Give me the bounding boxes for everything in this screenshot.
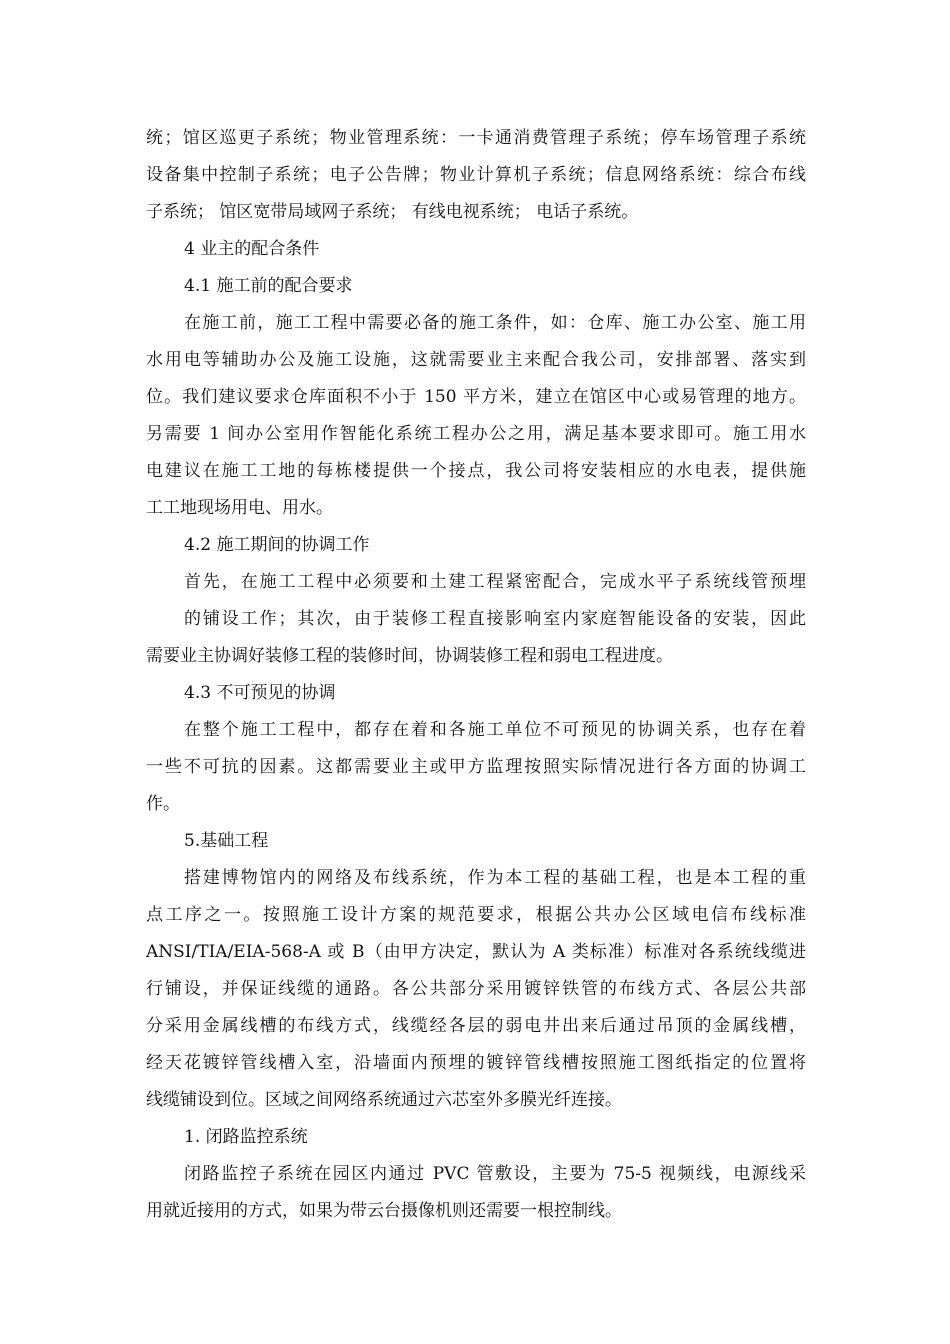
section-heading: 4 业主的配合条件 (184, 239, 320, 259)
paragraph-line: 分采用金属线槽的布线方式，线缆经各层的弱电井出来后通过吊顶的金属线槽， (146, 1016, 806, 1036)
paragraph-line: 工工地现场用电、用水。 (146, 498, 333, 518)
paragraph-line: 在施工前，施工工程中需要必备的施工条件，如：仓库、施工办公室、施工用 (184, 313, 806, 333)
paragraph-line: 需要业主协调好装修工程的装修时间，协调装修工程和弱电工程进度。 (146, 646, 673, 666)
paragraph-line: 子系统； 馆区宽带局域网子系统； 有线电视系统； 电话子系统。 (146, 202, 639, 222)
paragraph-line: 水用电等辅助办公及施工设施，这就需要业主来配合我公司，安排部署、落实到 (146, 350, 806, 370)
paragraph-line: 搭建博物馆内的网络及布线系统，作为本工程的基础工程，也是本工程的重 (184, 868, 806, 888)
paragraph-line: 首先，在施工工程中必须要和土建工程紧密配合，完成水平子系统线管预埋 (184, 572, 806, 592)
paragraph-line: ANSI/TIA/EIA-568-A 或 B（由甲方决定，默认为 A 类标准）标准对各系统线缆进 (146, 942, 806, 962)
paragraph-line: 作。 (146, 794, 180, 814)
paragraph-line: 闭路监控子系统在园区内通过 PVC 管敷设，主要为 75-5 视频线，电源线采 (184, 1164, 806, 1184)
section-heading: 5.基础工程 (184, 831, 269, 851)
paragraph-line: 用就近接用的方式，如果为带云台摄像机则还需要一根控制线。 (146, 1201, 622, 1221)
paragraph-line: 经天花镀锌管线槽入室，沿墙面内预埋的镀锌管线槽按照施工图纸指定的位置将 (146, 1053, 806, 1073)
paragraph-line: 位。我们建议要求仓库面积不小于 150 平方米，建立在馆区中心或易管理的地方。 (146, 387, 806, 407)
paragraph-line: 线缆铺设到位。区域之间网络系统通过六芯室外多膜光纤连接。 (146, 1090, 622, 1110)
paragraph-line: 统；馆区巡更子系统；物业管理系统：一卡通消费管理子系统；停车场管理子系统 (146, 128, 806, 148)
subsection-heading: 4.3 不可预见的协调 (184, 683, 336, 703)
paragraph-line: 一些不可抗的因素。这都需要业主或甲方监理按照实际情况进行各方面的协调工 (146, 757, 806, 777)
subsection-heading: 4.1 施工前的配合要求 (184, 276, 353, 296)
document-body (146, 120, 806, 1230)
subsection-heading: 4.2 施工期间的协调工作 (184, 535, 370, 555)
paragraph-line: 另需要 1 间办公室用作智能化系统工程办公之用，满足基本要求即可。施工用水 (146, 424, 806, 444)
section-heading: 1. 闭路监控系统 (184, 1127, 308, 1147)
paragraph-line: 行铺设，并保证线缆的通路。各公共部分采用镀锌铁管的布线方式、各层公共部 (146, 979, 806, 999)
paragraph-line: 设备集中控制子系统；电子公告牌；物业计算机子系统；信息网络系统：综合布线 (146, 165, 806, 185)
paragraph-line: 的铺设工作；其次，由于装修工程直接影响室内家庭智能设备的安装，因此 (184, 609, 806, 629)
paragraph-line: 电建议在施工工地的每栋楼提供一个接点，我公司将安装相应的水电表，提供施 (146, 461, 806, 481)
paragraph-line: 点工序之一。按照施工设计方案的规范要求，根据公共办公区域电信布线标准 (146, 905, 806, 925)
paragraph-line: 在整个施工工程中，都存在着和各施工单位不可预见的协调关系，也存在着 (184, 720, 806, 740)
